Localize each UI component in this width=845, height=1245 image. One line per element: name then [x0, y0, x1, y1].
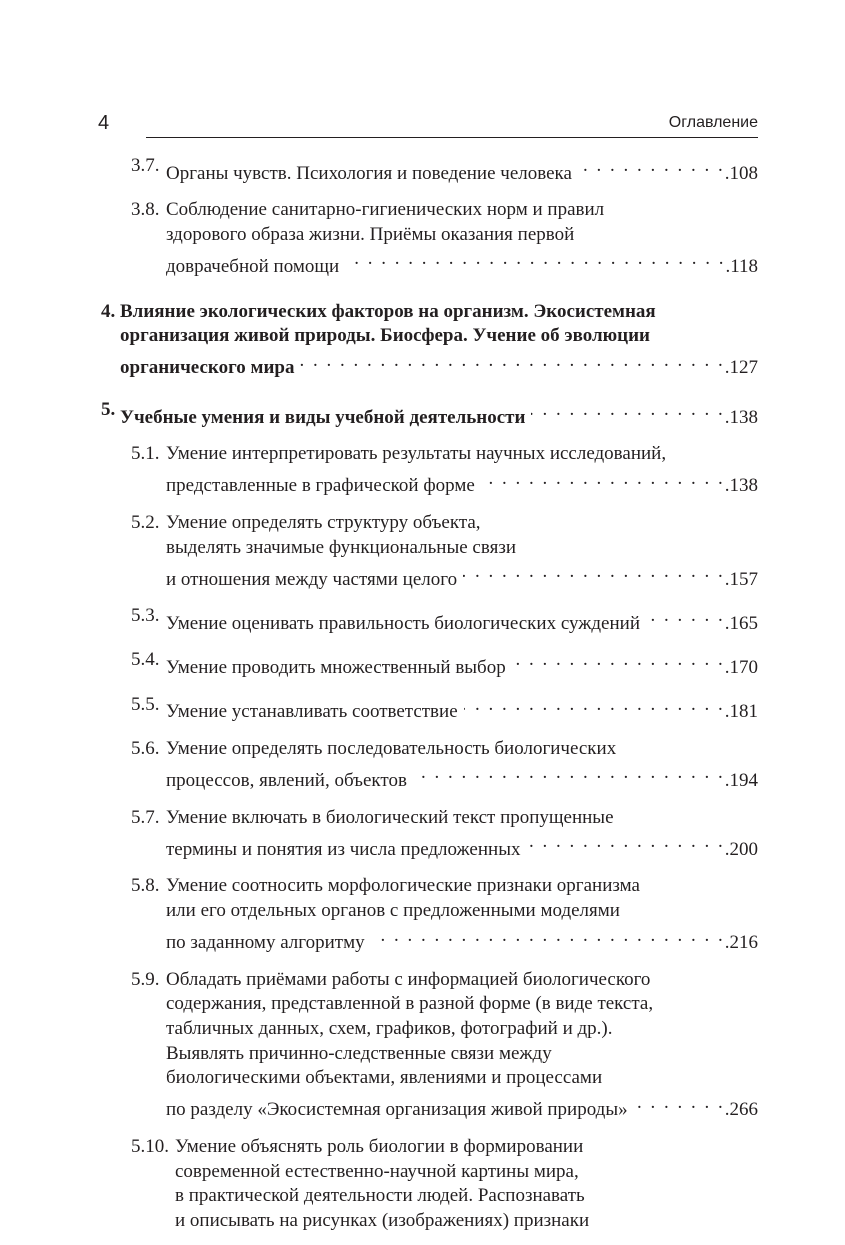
- toc-entry-number: 5.: [101, 398, 116, 420]
- toc-entry-line: Умение проводить множественный выбор . . . .170: [166, 648, 758, 680]
- toc-entry-line: организация живой природы. Биосфера. Учение об эволюции: [120, 325, 650, 347]
- toc-entry-number: 5.6.: [131, 737, 160, 759]
- toc-entry-line: по разделу «Экосистемная организация живой природы» . . . .266: [166, 1091, 758, 1123]
- toc-entry[interactable]: [0, 737, 845, 794]
- toc-entry-line: Умение объяснять роль биологии в формировании: [175, 1135, 584, 1157]
- toc-entry-number: 5.10.: [131, 1135, 169, 1157]
- toc-entry[interactable]: [0, 198, 845, 279]
- toc-entry-line: Умение оценивать правильность биологических суждений . . . .165: [166, 604, 758, 636]
- toc-entry-number: 5.8.: [131, 875, 160, 897]
- toc-section-entry[interactable]: [0, 300, 845, 381]
- leader-dots: [531, 398, 722, 423]
- toc-entry-line: Учебные умения и виды учебной деятельности . . . .138: [120, 398, 758, 430]
- toc-entry-line: Влияние экологических факторов на организм. Экосистемная: [120, 300, 656, 322]
- leader-dots: [413, 761, 723, 786]
- toc-entry-line: Умение определять последовательность биологических: [166, 737, 617, 759]
- toc-entry-line: Умение устанавливать соответствие . . . .181: [166, 693, 758, 725]
- toc-entry[interactable]: [0, 604, 845, 636]
- toc-entry[interactable]: [0, 1135, 845, 1233]
- toc-entry-line: по заданному алгоритму . . . .216: [166, 924, 758, 956]
- running-title: Оглавление: [668, 114, 758, 131]
- leader-dots: [512, 648, 723, 673]
- toc-entry-page: .181: [724, 701, 758, 723]
- toc-entry-line: Умение соотносить морфологические признаки организма: [166, 875, 640, 897]
- leader-dots: [371, 924, 723, 949]
- toc-entry-page: .127: [724, 357, 758, 379]
- toc-entry-number: 5.2.: [131, 511, 160, 533]
- toc-entry-line: процессов, явлений, объектов . . . .194: [166, 761, 758, 793]
- toc-entry-page: .138: [724, 406, 758, 428]
- toc-entry[interactable]: [0, 442, 845, 499]
- toc-entry[interactable]: [0, 874, 845, 955]
- toc-entry-number: 3.7.: [131, 155, 160, 176]
- toc-entry-page: .170: [724, 657, 758, 679]
- toc-entry-line: биологическими объектами, явлениями и процессами: [166, 1067, 603, 1089]
- page-number: 4: [98, 112, 110, 134]
- toc-entry-line: Обладать приёмами работы с информацией биологического: [166, 968, 651, 990]
- toc-entry-line: доврачебной помощи . . . .118: [166, 247, 758, 279]
- toc-entry-line: и отношения между частями целого . . . .157: [166, 560, 758, 592]
- toc-entry-page: .266: [724, 1099, 758, 1121]
- toc-entry-line: Соблюдение санитарно-гигиенических норм и правил: [166, 199, 605, 221]
- toc-entry-number: 4.: [101, 300, 116, 322]
- toc-entry-line: выделять значимые функциональные связи: [166, 536, 516, 558]
- toc-entry-line: в практической деятельности людей. Распознавать: [175, 1185, 585, 1207]
- leader-dots: [464, 693, 723, 718]
- toc-entry-page: .200: [724, 838, 758, 860]
- toc-entry-page: .165: [724, 612, 758, 634]
- toc-entry-line: представленные в графической форме . . . .138: [166, 467, 758, 499]
- toc-entry-page: .108: [724, 162, 758, 184]
- toc-entry-page: .194: [724, 770, 758, 792]
- toc-entry-line: современной естественно-научной картины мира,: [175, 1160, 579, 1182]
- toc-entry-page: .157: [724, 568, 758, 590]
- toc-entry-number: 5.5.: [131, 693, 160, 715]
- toc-entry-line: и описывать на рисунках (изображениях) признаки: [175, 1209, 590, 1231]
- toc-entry[interactable]: [0, 693, 845, 725]
- toc-entry-line: или его отдельных органов с предложенными моделями: [166, 900, 620, 921]
- toc-entry-line: табличных данных, схем, графиков, фотографий и др.).: [166, 1017, 613, 1039]
- toc-entry-line: термины и понятия из числа предложенных . . . .200: [166, 830, 758, 862]
- toc-entry-line: Умение интерпретировать результаты научных исследований,: [166, 443, 667, 465]
- toc-entry[interactable]: [0, 806, 845, 863]
- toc-entry[interactable]: [0, 511, 845, 592]
- toc-entry-page: .216: [724, 932, 758, 954]
- toc-section-entry[interactable]: [0, 398, 845, 430]
- toc-entry-line: Умение определять структуру объекта,: [166, 511, 481, 533]
- toc-entry-number: 5.9.: [131, 968, 160, 990]
- toc-entry-page: .118: [725, 255, 758, 277]
- toc-entry-number: 3.8.: [131, 199, 160, 221]
- toc-entry-number: 5.4.: [131, 649, 160, 671]
- leader-dots: [526, 830, 722, 855]
- toc-entry-page: .138: [724, 475, 758, 497]
- toc-entry-line: содержания, представленной в разной форме (в виде текста,: [166, 993, 654, 1015]
- toc-entry[interactable]: [0, 648, 845, 680]
- toc-entry-line: Органы чувств. Психология и поведение человека . . . .108: [166, 154, 758, 186]
- page-header: [98, 112, 758, 136]
- table-of-contents: [0, 154, 845, 1245]
- leader-dots: [646, 604, 723, 629]
- toc-entry-line: здорового образа жизни. Приёмы оказания первой: [166, 223, 575, 245]
- toc-entry[interactable]: [0, 154, 845, 186]
- leader-dots: [481, 467, 723, 492]
- toc-entry-line: органического мира . . . .127: [120, 349, 758, 381]
- toc-entry[interactable]: [0, 968, 845, 1123]
- leader-dots: [300, 349, 722, 374]
- toc-entry-number: 5.1.: [131, 443, 160, 465]
- leader-dots: [634, 1091, 723, 1116]
- leader-dots: [463, 560, 723, 585]
- header-rule: [146, 137, 758, 138]
- leader-dots: [578, 154, 723, 179]
- toc-entry-line: Умение включать в биологический текст пропущенные: [166, 806, 614, 828]
- toc-entry-line: Выявлять причинно-следственные связи между: [166, 1042, 552, 1064]
- toc-entry-number: 5.7.: [131, 806, 160, 828]
- toc-entry-number: 5.3.: [131, 605, 160, 627]
- leader-dots: [345, 247, 723, 272]
